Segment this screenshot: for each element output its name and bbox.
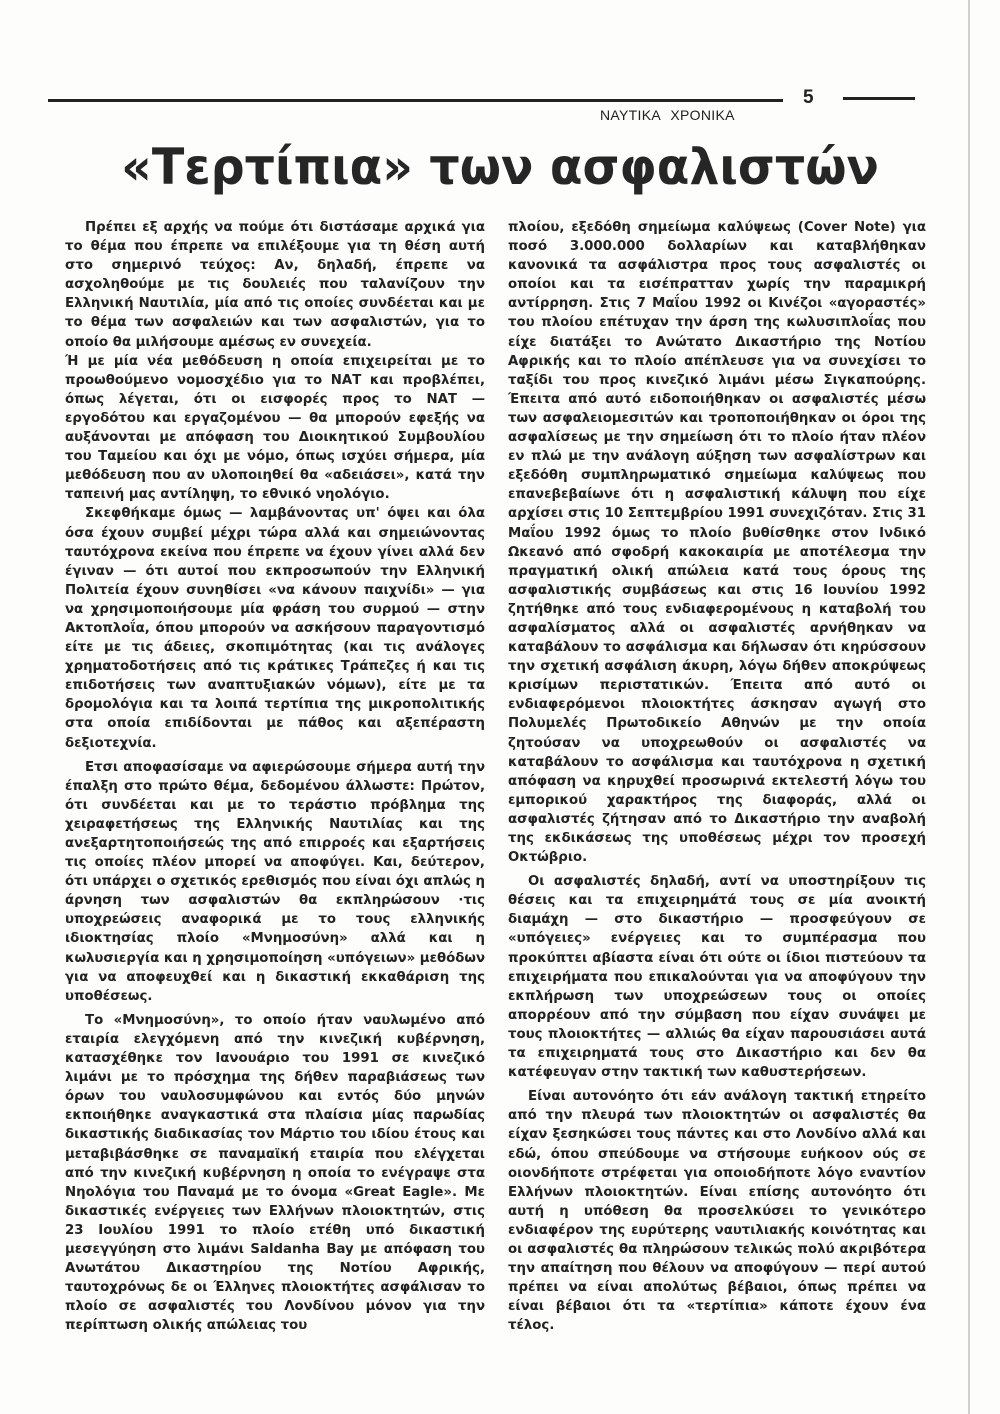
paragraph: Πρέπει εξ αρχής να πούμε ότι διστάσαμε αρχικά για το θέμα που έπρεπε να επιλέξουμε για τη θέση αυτή στο σημερινό τεύχος: Αν, δηλαδή, έπρεπε να ασχοληθούμε με τις δουλειές που ταλανίζουν την Ελληνική Ναυτιλία, μία από τις οποίες συνδέεται και με το θέμα των ασφαλειών και των ασφαλιστών, για το οποίο θα μιλήσουμε αμέσως εν συνεχεία. (65, 220, 485, 350)
left-column (65, 218, 485, 1335)
paragraph: Σκεφθήκαμε όμως — λαμβάνοντας υπ' όψει και όλα όσα έχουν συμβεί μέχρι τώρα αλλά και σημειώνοντας ταυτόχρονα εκείνα που έπρεπε να έχουν γίνει αλλά δεν έγιναν — ότι αυτοί που εκπροσωπούν την Ελληνική Πολιτεία έχουν συνηθίσει «να κάνουν παιχνίδι» — για να χρησιμοποιήσουμε μία φράση του συρμού — στην Ακτοπλοΐα, όπου μπορούν να ασκήσουν παραγοντισμό είτε με τις άδειες, σκοπιμότητας (και τις ανάλογες χρηματοδοτήσεις από τις κράτικες Τράπεζες ή και τις επιδοτήσεις των αναπτυξιακών νόμων), είτε με τα δρομολόγια και τα λοιπά τερτίπια της μικροπολιτικής στα οποία επιδίδονται με πάθος και αξεπέραστη δεξιοτεχνία. (65, 506, 485, 751)
magazine-name: ΝΑΥΤΙΚΑ ΧΡΟΝΙΚΑ (600, 107, 735, 123)
paragraph: Ετσι αποφασίσαμε να αφιερώσουμε σήμερα αυτή την έπαλξη στο πρώτο θέμα, δεδομένου άλλωστε: Πρώτον, ότι συνδέεται και με το τεράστιο πρόβλημα της χειραφετήσεως της Ελληνικής Ναυτιλίας και της ανεξαρτητοποιήσεώς της από επιρροές και εξαρτήσεις τις οποίες πλέον μπορεί να αποφύγει. Και, δεύτερον, ότι υπάρχει ο σχετικός ερεθισμός που είναι όχι απλώς η άρνηση των ασφαλιστών θα εκπληρώσουν ·τις υποχρεώσεις αναφορικά με το τους ελληνικής ιδιοκτησίας πλοίο «Μνημοσύνη» αλλά και η κωλυσιεργία και η χρησιμοποίηση «υπόγειων» μεθόδων για να αποφευχθεί και η δικαστική εκκαθάριση της υποθέσεως. (65, 759, 486, 1004)
paragraph: πλοίου, εξεδόθη σημείωμα καλύψεως (Cover Note) για ποσό 3.000.000 δολλαρίων και καταβλήθηκαν κανονικά τα ασφάλιστρα προς τους ασφαλιστές οι οποίοι και τα εισέπρατταν χωρίς την παραμικρή αντίρρηση. Στις 7 Μαΐου 1992 οι Κινέζοι «αγοραστές» του πλοίου επέτυχαν την άρση της κωλυσιπλοΐας που είχε διατάξει το Ανώτατο Δικαστήριο της Νοτίου Αφρικής και το πλοίο απέπλευσε για να συνεχίσει το ταξίδι του προς κινεζικό λιμάνι μέσω Σιγκαπούρης. Έπειτα από αυτό ειδοποιήθηκαν οι ασφαλιστές μέσω των ασφαλειομεσιτών και τροποποιήθηκαν οι όροι της ασφαλίσεως με την σημείωση ότι το πλοίο ήταν πλέον εν πλώ με την ανάλογη αύξηση των ασφαλίστρων και εξεδόθη συμπληρωματικό σημείωμα καλύψεως που επανεβεβαίωνε ότι η ασφαλιστική κάλυψη που είχε αρχίσει στις 10 Σεπτεμβρίου 1991 συνεχιζόταν. Στις 31 Μαΐου 1992 όμως το πλοίο βυθίσθηκε στον Ινδικό Ωκεανό από σφοδρή κακοκαιρία με αποτέλεσμα την πραγματική ολική απώλεια κατά τους όρους της ασφαλιστικής συμβάσεως και στις 16 Ιουνίου 1992 ζητήθηκε από τους ενδιαφερομένους η καταβολή του ασφαλίσματος αλλά οι ασφαλιστές αρνήθηκαν να καταβάλουν το ασφάλισμα και δήλωσαν ότι κηρύσσουν την σχετική ασφάλιση άκυρη, λόγω δήθεν αποκρύψεως κρισίμων περιστατικών. Έπειτα από αυτό οι ενδιαφερόμενοι πλοιοκτήτες άσκησαν αγωγή στο Πολυμελές Πρωτοδικείο Αθηνών με την οποία ζητούσαν να υποχρεωθούν οι ασφαλιστές να καταβάλουν το ασφάλισμα και ταυτόχρονα η σχετική απόφαση να κηρυχθεί προσωρινά εκτελεστή λόγω του εμπορικού χαρακτήρος της διαφοράς, αλλά οι ασφαλιστές ζήτησαν από το Δικαστήριο την αναβολή της εκδικάσεως της υποθέσεως μέχρι τον προσεχή Οκτώβριο. (508, 220, 926, 866)
article-title: «Τερτίπια» των ασφαλιστών (121, 138, 879, 196)
paragraph: Ή με μία νέα μεθόδευση η οποία επιχειρείται με το προωθούμενο νομοσχέδιο για το ΝΑΤ και προβλέπει, όπως λέγεται, ότι οι εισφορές προς το ΝΑΤ — εργοδότου και εργαζομένου — θα μπορούν εφεξής να αυξάνονται με απόφαση του Διοικητικού Συμβουλίου του Ταμείου και όχι με νόμο, όπως ισχύει σήμερα, μία μεθόδευση που αν υλοποιηθεί θα «αδειάσει», κατά την ταπεινή μας αντίληψη, το εθνικό νηολόγιο. (65, 353, 485, 503)
right-column (508, 218, 926, 1335)
header-rule-left (48, 99, 783, 102)
paragraph: Οι ασφαλιστές δηλαδή, αντί να υποστηρίξουν τις θέσεις και τα επιχειρημάτά τους σε μία ανοικτή διαμάχη — στο δικαστήριο — προσφεύγουν σε «υπόγειες» ενέργειες και το συμπέρασμα που προκύπτει αβίαστα είναι ότι ούτε οι ίδιοι πιστεύουν τα επιχειρήματα που επικαλούνται για να αποφύγουν την εκπλήρωση των υποχρεώσεων τους οι οποίες απορρέουν από την σύμβαση που είχαν συνάψει με τους πλοιοκτήτες — αλλιώς θα είχαν παρουσιάσει αυτά τα επιχειρηματά τους στο Δικαστήριο και δεν θα κατέφευγαν στην τακτική των καθυστερήσεων. (508, 874, 926, 1081)
paragraph: Το «Μνημοσύνη», το οποίο ήταν ναυλωμένο από εταιρία ελεγχόμενη από την κινεζική κυβέρνηση, κατασχέθηκε τον Ιανουάριο του 1991 σε κινεζικό λιμάνι με το πρόσχημα της δήθεν παραβιάσεως των όρων του ναυλοσυμφώνου και εντός δύο μηνών εκποιήθηκε αναγκαστικά στα πλαίσια μίας παρωδίας δικαστικής διαδικασίας τον Μάρτιο του ιδίου έτους και μεταβιβάσθηκε σε παναμαϊκή εταιρία που ελέγχεται από την κινεζική κυβέρνηση η οποία το ενέγραψε στα Νηολόγια του Παναμά με το όνομα «Great Eagle». Με δικαστικές ενέργειες των Ελλήνων πλοιοκτητών, στις 23 Ιουλίου 1991 το πλοίο ετέθη υπό δικαστική μεσεγγύηση στο λιμάνι Saldanha Bay με απόφαση του Ανωτάτου Δικαστηρίου της Νοτίου Αφρικής, ταυτοχρόνως δε οι Έλληνες πλοιοκτήτες ασφάλισαν το πλοίο σε ασφαλιστές του Λονδίνου μόνον για την περίπτωση ολικής απώλειας του (65, 1012, 485, 1334)
page-edge-line (968, 0, 970, 1414)
paragraph: Είναι αυτονόητο ότι εάν ανάλογη τακτική ετηρείτο από την πλευρά των πλοιοκτητών οι ασφαλιστές θα είχαν ξεσηκώσει τους πάντες και στο Λονδίνο αλλά και εδώ, όπου σπεύδουμε να στήσουμε ευήκοον ούς σε οιονδήποτε στρέφεται για οποιοδήποτε λόγο εναντίον Ελλήνων πλοιοκτητών. Είναι επίσης αυτονόητο ότι αυτή η υπόθεση θα προσελκύσει το γενικότερο ενδιαφέρον της ευρύτερης ναυτιλιακής κοινότητας και οι ασφαλιστές θα πληρώσουν τελικώς πολύ ακριβότερα την απαίτηση που θέλουν να αποφύγουν — περί αυτού πρέπει να είναι απολύτως βέβαιοι, όπως πρέπει να είναι βέβαιοι ότι τα «τερτίπια» κάποτε έχουν ένα τέλος. (508, 1089, 926, 1334)
page-number: 5 (803, 87, 814, 108)
header-rule-right (843, 97, 915, 100)
